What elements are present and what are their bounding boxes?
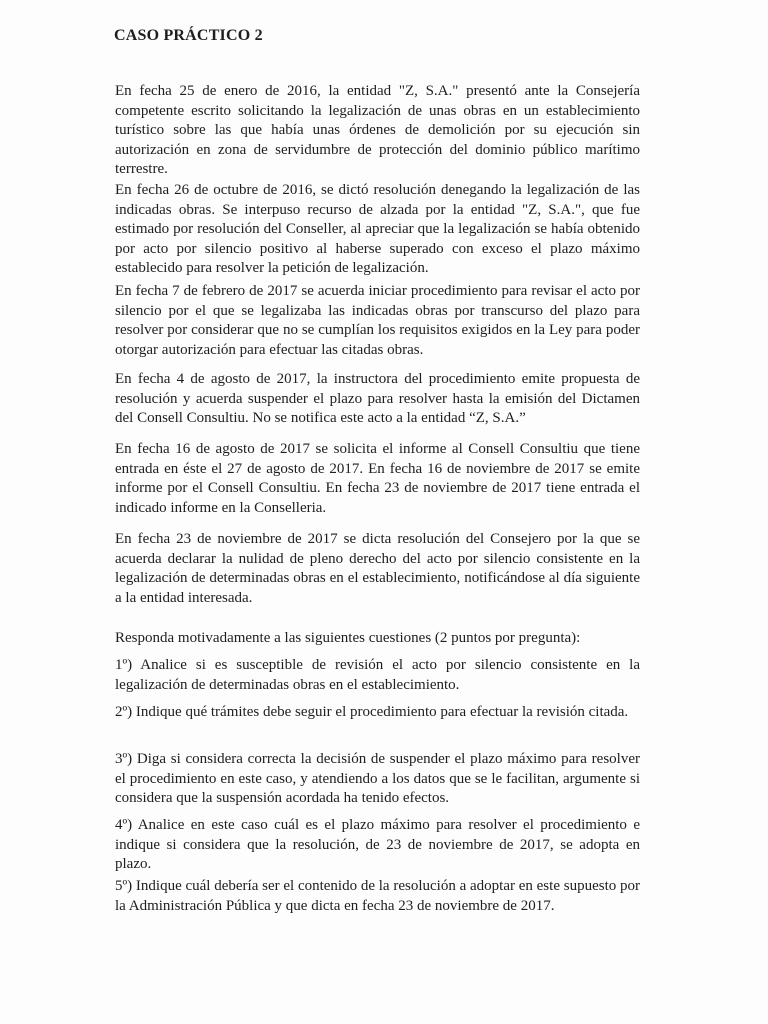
question-1: 1º) Analice si es susceptible de revisión el acto por silencio consistente en la legalización de determinadas obras en el establecimiento. bbox=[115, 657, 640, 693]
question-2: 2º) Indique qué trámites debe seguir el procedimiento para efectuar la revisión citada. bbox=[115, 704, 629, 720]
paragraph-3: En fecha 7 de febrero de 2017 se acuerda iniciar procedimiento para revisar el acto por silencio por el que se legalizaba las indicadas obras por transcurso del plazo para resolver por considerar que no se cumplían los requisitos exigidos en la Ley para poder otorgar autorización para efectuar las citadas obras. bbox=[115, 283, 640, 358]
paragraph-4: En fecha 4 de agosto de 2017, la instructora del procedimiento emite propuesta de resolución y acuerda suspender el plazo para resolver hasta la emisión del Dictamen del Consell Consultiu. No se notifica este acto a la entidad “Z, S.A.” bbox=[115, 371, 640, 426]
paragraph-2: En fecha 26 de octubre de 2016, se dictó resolución denegando la legalización de las indicadas obras. Se interpuso recurso de alzada por la entidad "Z, S.A.", que fue estimado por resolución del Conseller, al apreciar que la legalización se había obtenido por acto por silencio positivo al haberse superado con exceso el plazo máximo establecido para resolver la petición de legalización. bbox=[115, 182, 640, 276]
document-title: CASO PRÁCTICO 2 bbox=[114, 27, 263, 44]
paragraph-5: En fecha 16 de agosto de 2017 se solicita el informe al Consell Consultiu que tiene entrada en éste el 27 de agosto de 2017. En fecha 16 de noviembre de 2017 se emite informe por el Consell Consultiu. En fecha 23 de noviembre de 2017 tiene entrada el indicado informe en la Conselleria. bbox=[115, 441, 640, 516]
question-4: 4º) Analice en este caso cuál es el plazo máximo para resolver el procedimiento e indique si considera que la resolución, de 23 de noviembre de 2017, se adopta en plazo. bbox=[115, 817, 640, 872]
question-3: 3º) Diga si considera correcta la decisión de suspender el plazo máximo para resolver el procedimiento en este caso, y atendiendo a los datos que se le facilitan, argumente si considera que la suspensión acordada ha tenido efectos. bbox=[115, 751, 640, 806]
paragraph-6: En fecha 23 de noviembre de 2017 se dicta resolución del Consejero por la que se acuerda declarar la nulidad de pleno derecho del acto por silencio consistente en la legalización de determinadas obras en el establecimiento, notificándose al día siguiente a la entidad interesada. bbox=[115, 531, 640, 606]
questions-intro: Responda motivadamente a las siguientes cuestiones (2 puntos por pregunta): bbox=[115, 630, 581, 646]
question-5: 5º) Indique cuál debería ser el contenido de la resolución a adoptar en este supuesto por la Administración Pública y que dicta en fecha 23 de noviembre de 2017. bbox=[115, 878, 640, 914]
paragraph-1: En fecha 25 de enero de 2016, la entidad "Z, S.A." presentó ante la Consejería competente escrito solicitando la legalización de unas obras en un establecimiento turístico sobre las que había unas órdenes de demolición por su ejecución sin autorización en zona de servidumbre de protección del dominio público marítimo terrestre. bbox=[115, 83, 640, 177]
